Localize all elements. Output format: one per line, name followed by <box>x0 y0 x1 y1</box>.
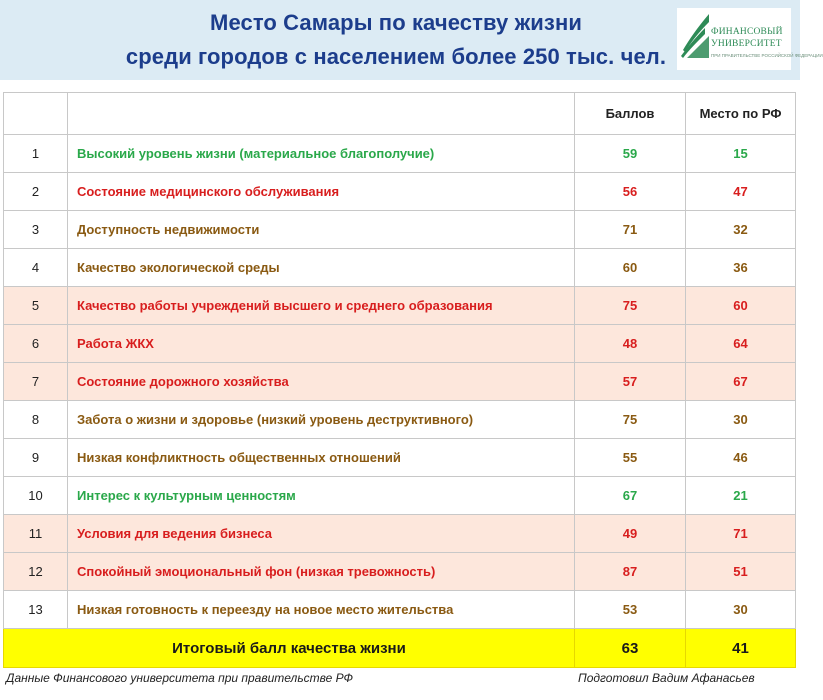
score-value: 56 <box>575 173 686 211</box>
score-value: 59 <box>575 135 686 173</box>
column-header-indicator <box>68 93 575 135</box>
indicator-name: Интерес к культурным ценностям <box>68 477 575 515</box>
row-number: 7 <box>4 363 68 401</box>
row-number: 13 <box>4 591 68 629</box>
row-number: 2 <box>4 173 68 211</box>
indicator-name: Состояние дорожного хозяйства <box>68 363 575 401</box>
total-score: 63 <box>575 629 686 668</box>
score-value: 75 <box>575 287 686 325</box>
indicator-name: Качество работы учреждений высшего и среднего образования <box>68 287 575 325</box>
score-value: 75 <box>575 401 686 439</box>
indicator-name: Качество экологической среды <box>68 249 575 287</box>
rank-value: 32 <box>686 211 796 249</box>
indicator-name: Работа ЖКХ <box>68 325 575 363</box>
rank-value: 64 <box>686 325 796 363</box>
university-logo <box>677 8 823 70</box>
indicator-name: Низкая конфликтность общественных отношений <box>68 439 575 477</box>
row-number: 4 <box>4 249 68 287</box>
column-header-number <box>4 93 68 135</box>
table-row <box>4 173 796 211</box>
rank-value: 15 <box>686 135 796 173</box>
total-rank: 41 <box>686 629 796 668</box>
row-number: 8 <box>4 401 68 439</box>
indicator-name: Низкая готовность к переезду на новое место жительства <box>68 591 575 629</box>
score-value: 57 <box>575 363 686 401</box>
table-row <box>4 553 796 591</box>
rank-value: 67 <box>686 363 796 401</box>
rank-value: 36 <box>686 249 796 287</box>
table-row <box>4 439 796 477</box>
score-value: 53 <box>575 591 686 629</box>
table-row <box>4 363 796 401</box>
indicator-name: Условия для ведения бизнеса <box>68 515 575 553</box>
table-row <box>4 249 796 287</box>
row-number: 3 <box>4 211 68 249</box>
rank-value: 71 <box>686 515 796 553</box>
table-row <box>4 401 796 439</box>
indicator-name: Забота о жизни и здоровье (низкий уровень деструктивного) <box>68 401 575 439</box>
score-value: 60 <box>575 249 686 287</box>
row-number: 11 <box>4 515 68 553</box>
rank-value: 47 <box>686 173 796 211</box>
row-number: 12 <box>4 553 68 591</box>
row-number: 10 <box>4 477 68 515</box>
score-value: 49 <box>575 515 686 553</box>
footer-source: Данные Финансового университета при правительстве РФ <box>6 671 354 685</box>
table-row <box>4 477 796 515</box>
total-row <box>4 629 796 668</box>
table-row <box>4 591 796 629</box>
footer-author: Подготовил Вадим Афанасьев <box>578 671 755 685</box>
table-row <box>4 515 796 553</box>
score-value: 71 <box>575 211 686 249</box>
rank-value: 60 <box>686 287 796 325</box>
indicator-name: Доступность недвижимости <box>68 211 575 249</box>
indicator-name: Спокойный эмоциональный фон (низкая тревожность) <box>68 553 575 591</box>
table-row <box>4 325 796 363</box>
rank-value: 46 <box>686 439 796 477</box>
table-header-row <box>4 93 796 135</box>
score-value: 87 <box>575 553 686 591</box>
column-header-score: Баллов <box>575 93 686 135</box>
logo-text-line-2: УНИВЕРСИТЕТ <box>711 39 782 49</box>
table-row <box>4 287 796 325</box>
row-number: 9 <box>4 439 68 477</box>
rank-value: 30 <box>686 401 796 439</box>
header-banner <box>0 0 823 80</box>
table-row <box>4 211 796 249</box>
column-header-rank: Место по РФ <box>686 93 796 135</box>
rank-value: 51 <box>686 553 796 591</box>
score-value: 67 <box>575 477 686 515</box>
table-row <box>4 135 796 173</box>
score-value: 55 <box>575 439 686 477</box>
rank-value: 30 <box>686 591 796 629</box>
indicator-name: Состояние медицинского обслуживания <box>68 173 575 211</box>
score-value: 48 <box>575 325 686 363</box>
row-number: 6 <box>4 325 68 363</box>
logo-text-line-1: ФИНАНСОВЫЙ <box>711 27 783 37</box>
logo-text-line-3: ПРИ ПРАВИТЕЛЬСТВЕ РОССИЙСКОЙ ФЕДЕРАЦИИ <box>711 53 823 58</box>
row-number: 5 <box>4 287 68 325</box>
row-number: 1 <box>4 135 68 173</box>
indicator-name: Высокий уровень жизни (материальное благополучие) <box>68 135 575 173</box>
rank-value: 21 <box>686 477 796 515</box>
total-label: Итоговый балл качества жизни <box>4 629 575 668</box>
university-emblem-icon <box>679 10 711 68</box>
page-title-line-2: среди городов с населением более 250 тыс. чел. <box>125 44 667 69</box>
page-title-line-1: Место Самары по качеству жизни <box>210 10 582 35</box>
quality-of-life-table <box>3 92 796 668</box>
